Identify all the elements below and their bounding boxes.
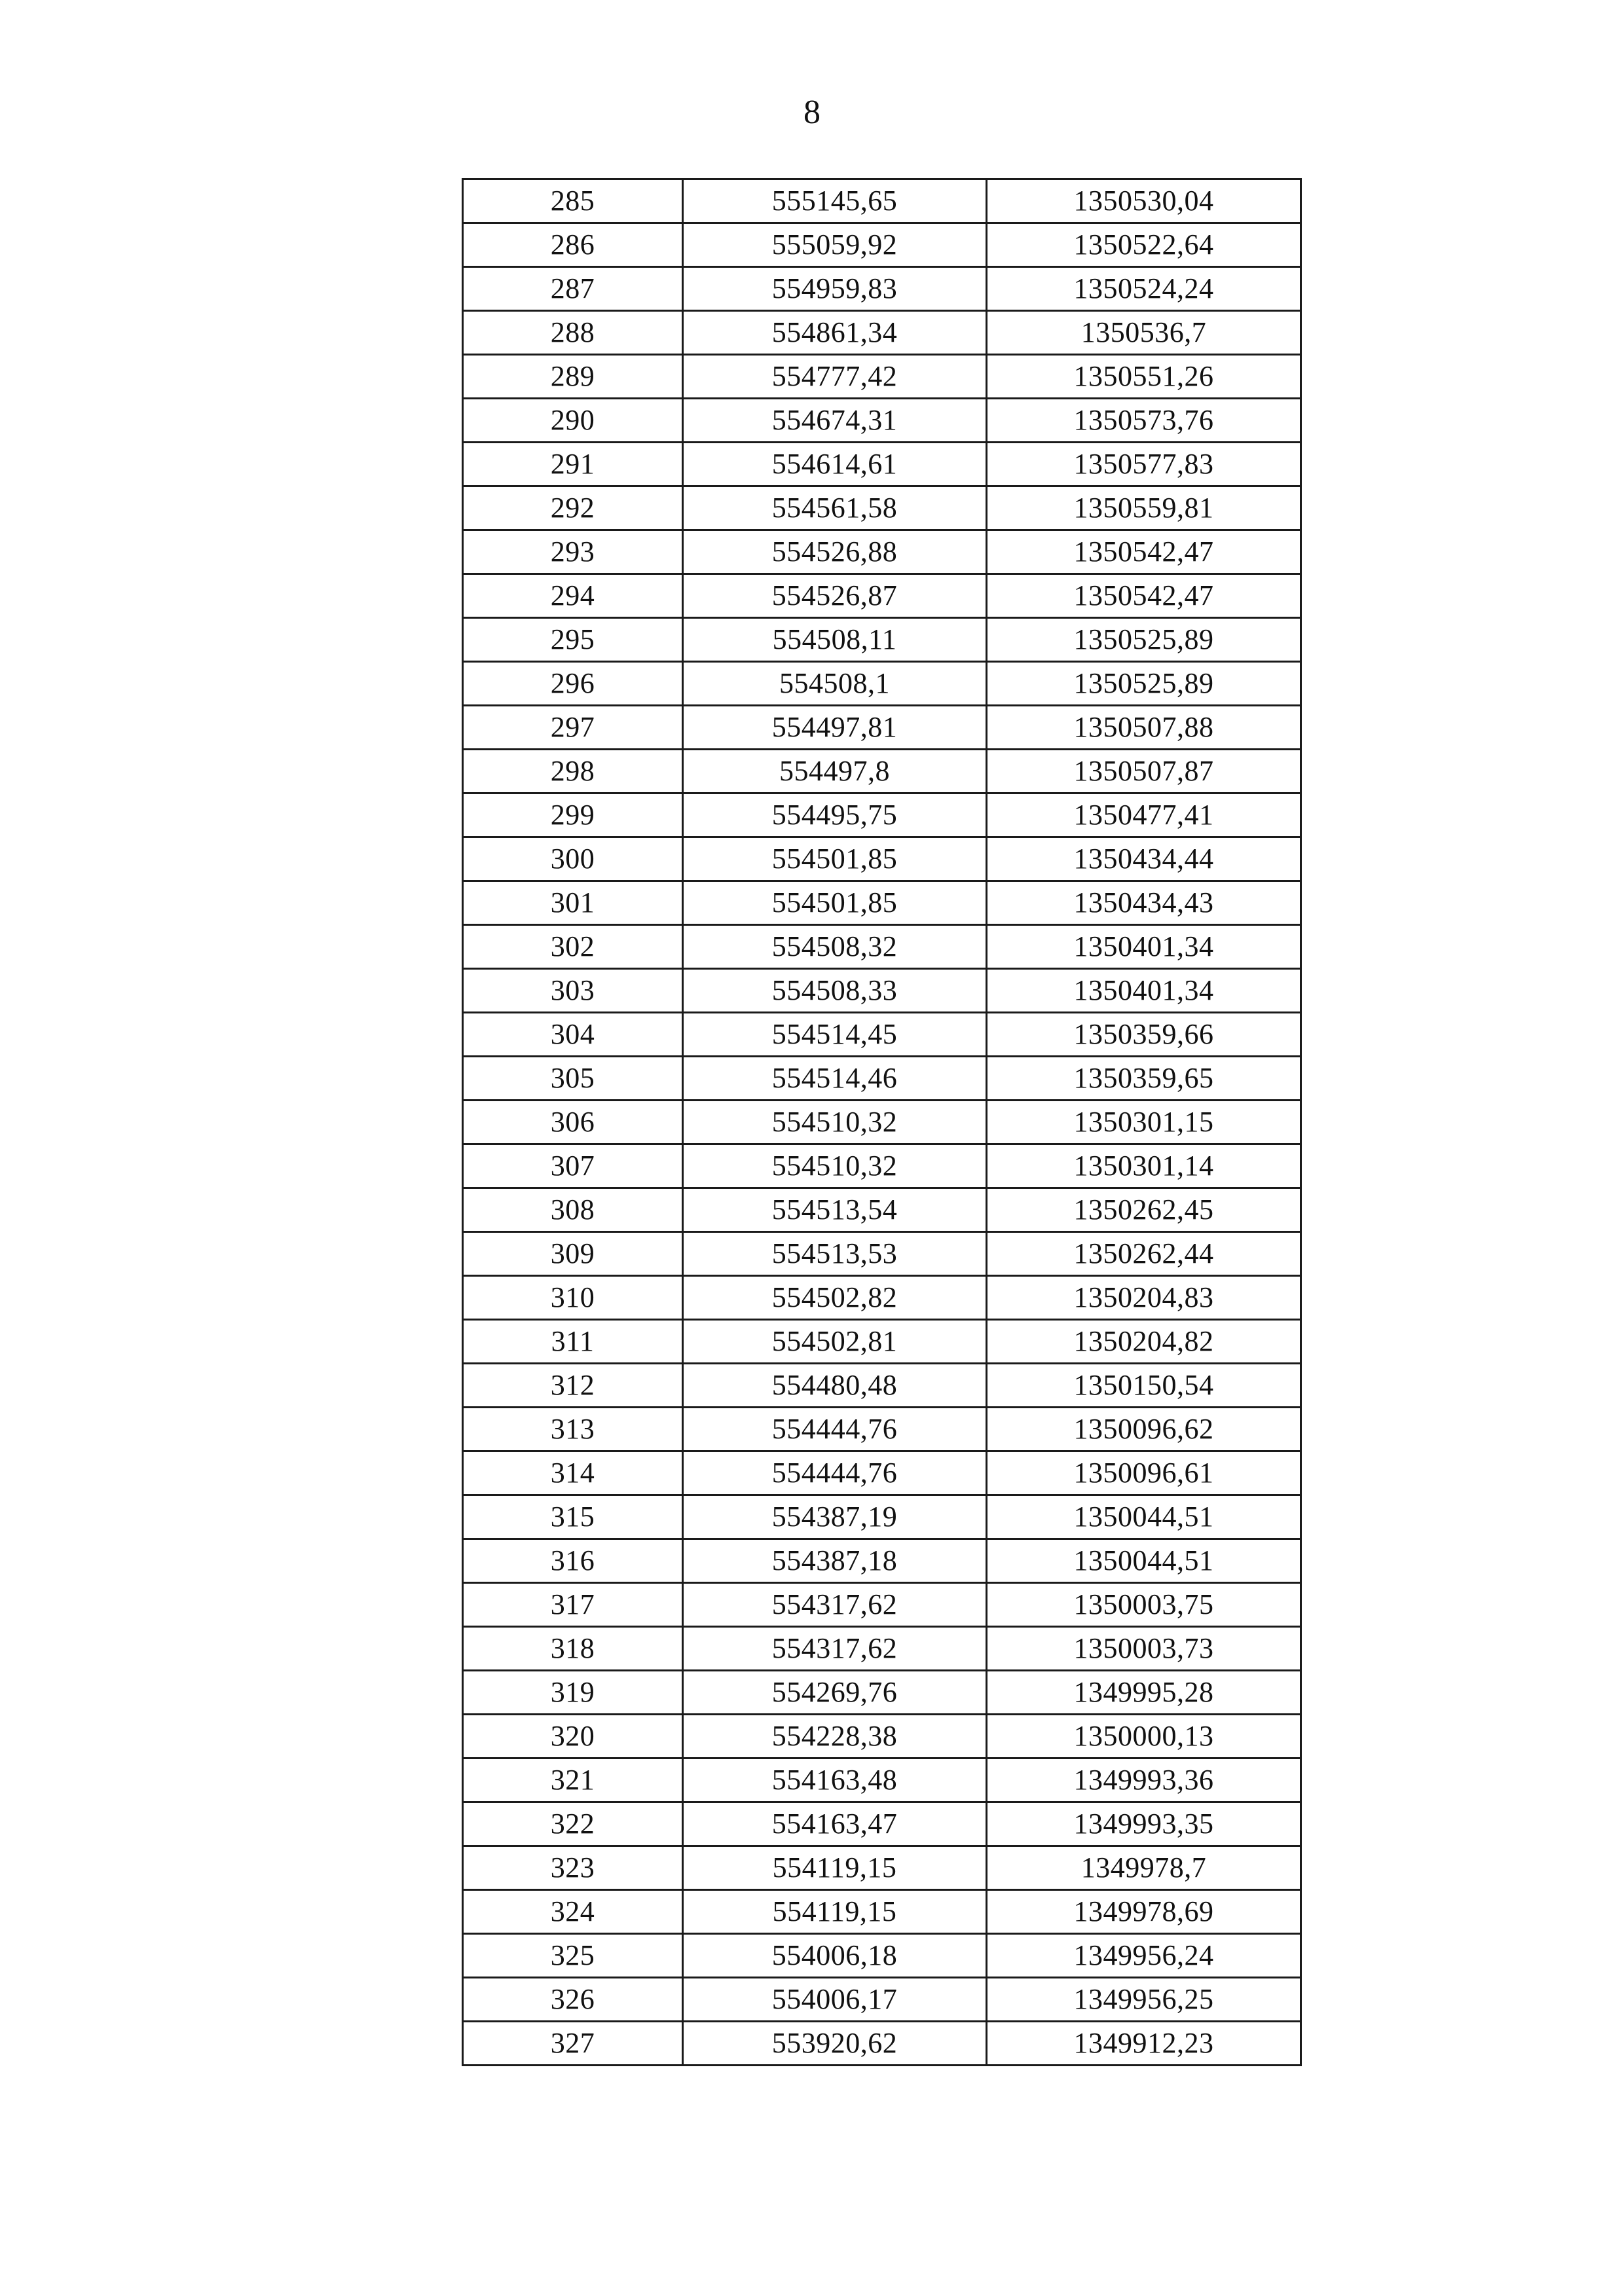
point-number-cell: 307 xyxy=(463,1144,683,1188)
point-number-cell: 288 xyxy=(463,311,683,355)
x-coordinate-cell: 554501,85 xyxy=(683,837,987,881)
x-coordinate-cell: 554497,81 xyxy=(683,706,987,750)
point-number-cell: 309 xyxy=(463,1232,683,1276)
y-coordinate-cell: 1350150,54 xyxy=(987,1364,1301,1408)
y-coordinate-cell: 1350477,41 xyxy=(987,793,1301,837)
table-row xyxy=(463,311,1301,355)
x-coordinate-cell: 554444,76 xyxy=(683,1408,987,1451)
coordinates-table xyxy=(462,178,1302,2066)
table-row xyxy=(463,1188,1301,1232)
x-coordinate-cell: 554561,58 xyxy=(683,486,987,530)
table-row xyxy=(463,267,1301,311)
y-coordinate-cell: 1349912,23 xyxy=(987,2022,1301,2066)
y-coordinate-cell: 1349993,35 xyxy=(987,1802,1301,1846)
table-row xyxy=(463,2022,1301,2066)
y-coordinate-cell: 1350551,26 xyxy=(987,355,1301,399)
point-number-cell: 287 xyxy=(463,267,683,311)
y-coordinate-cell: 1350507,88 xyxy=(987,706,1301,750)
y-coordinate-cell: 1350542,47 xyxy=(987,574,1301,618)
x-coordinate-cell: 554514,45 xyxy=(683,1013,987,1057)
table-row xyxy=(463,530,1301,574)
x-coordinate-cell: 554119,15 xyxy=(683,1890,987,1934)
point-number-cell: 289 xyxy=(463,355,683,399)
y-coordinate-cell: 1349978,7 xyxy=(987,1846,1301,1890)
point-number-cell: 293 xyxy=(463,530,683,574)
y-coordinate-cell: 1349956,24 xyxy=(987,1934,1301,1978)
point-number-cell: 310 xyxy=(463,1276,683,1320)
x-coordinate-cell: 554514,46 xyxy=(683,1057,987,1101)
y-coordinate-cell: 1349993,36 xyxy=(987,1758,1301,1802)
table-row xyxy=(463,925,1301,969)
y-coordinate-cell: 1350536,7 xyxy=(987,311,1301,355)
x-coordinate-cell: 554510,32 xyxy=(683,1101,987,1144)
point-number-cell: 306 xyxy=(463,1101,683,1144)
y-coordinate-cell: 1350577,83 xyxy=(987,443,1301,486)
point-number-cell: 304 xyxy=(463,1013,683,1057)
point-number-cell: 323 xyxy=(463,1846,683,1890)
table-row xyxy=(463,1495,1301,1539)
table-row xyxy=(463,1408,1301,1451)
table-row xyxy=(463,618,1301,662)
table-row xyxy=(463,574,1301,618)
x-coordinate-cell: 554444,76 xyxy=(683,1451,987,1495)
x-coordinate-cell: 554163,48 xyxy=(683,1758,987,1802)
table-row xyxy=(463,1451,1301,1495)
table-row xyxy=(463,706,1301,750)
coordinates-table-body xyxy=(463,179,1301,2066)
y-coordinate-cell: 1350530,04 xyxy=(987,179,1301,223)
y-coordinate-cell: 1350401,34 xyxy=(987,925,1301,969)
table-row xyxy=(463,1057,1301,1101)
x-coordinate-cell: 554495,75 xyxy=(683,793,987,837)
point-number-cell: 325 xyxy=(463,1934,683,1978)
x-coordinate-cell: 554513,53 xyxy=(683,1232,987,1276)
table-row xyxy=(463,355,1301,399)
point-number-cell: 294 xyxy=(463,574,683,618)
page-number: 8 xyxy=(803,94,821,131)
table-row xyxy=(463,1846,1301,1890)
table-row xyxy=(463,1144,1301,1188)
table-row xyxy=(463,1934,1301,1978)
point-number-cell: 303 xyxy=(463,969,683,1013)
y-coordinate-cell: 1350096,61 xyxy=(987,1451,1301,1495)
x-coordinate-cell: 554501,85 xyxy=(683,881,987,925)
point-number-cell: 285 xyxy=(463,179,683,223)
y-coordinate-cell: 1349956,25 xyxy=(987,1978,1301,2022)
point-number-cell: 311 xyxy=(463,1320,683,1364)
x-coordinate-cell: 554510,32 xyxy=(683,1144,987,1188)
point-number-cell: 299 xyxy=(463,793,683,837)
y-coordinate-cell: 1350522,64 xyxy=(987,223,1301,267)
x-coordinate-cell: 555059,92 xyxy=(683,223,987,267)
table-row xyxy=(463,1890,1301,1934)
point-number-cell: 319 xyxy=(463,1671,683,1715)
y-coordinate-cell: 1349978,69 xyxy=(987,1890,1301,1934)
x-coordinate-cell: 554508,33 xyxy=(683,969,987,1013)
point-number-cell: 298 xyxy=(463,750,683,793)
x-coordinate-cell: 554119,15 xyxy=(683,1846,987,1890)
x-coordinate-cell: 554163,47 xyxy=(683,1802,987,1846)
point-number-cell: 326 xyxy=(463,1978,683,2022)
table-row xyxy=(463,179,1301,223)
table-row xyxy=(463,1539,1301,1583)
point-number-cell: 291 xyxy=(463,443,683,486)
y-coordinate-cell: 1350044,51 xyxy=(987,1495,1301,1539)
table-row xyxy=(463,881,1301,925)
table-row xyxy=(463,1232,1301,1276)
point-number-cell: 321 xyxy=(463,1758,683,1802)
point-number-cell: 290 xyxy=(463,399,683,443)
table-row xyxy=(463,1802,1301,1846)
table-row xyxy=(463,837,1301,881)
y-coordinate-cell: 1350434,44 xyxy=(987,837,1301,881)
point-number-cell: 308 xyxy=(463,1188,683,1232)
table-row xyxy=(463,1758,1301,1802)
point-number-cell: 318 xyxy=(463,1627,683,1671)
y-coordinate-cell: 1350262,45 xyxy=(987,1188,1301,1232)
table-row xyxy=(463,443,1301,486)
x-coordinate-cell: 554508,11 xyxy=(683,618,987,662)
x-coordinate-cell: 554508,1 xyxy=(683,662,987,706)
y-coordinate-cell: 1350434,43 xyxy=(987,881,1301,925)
x-coordinate-cell: 554497,8 xyxy=(683,750,987,793)
x-coordinate-cell: 554959,83 xyxy=(683,267,987,311)
point-number-cell: 317 xyxy=(463,1583,683,1627)
x-coordinate-cell: 554502,81 xyxy=(683,1320,987,1364)
x-coordinate-cell: 553920,62 xyxy=(683,2022,987,2066)
y-coordinate-cell: 1350573,76 xyxy=(987,399,1301,443)
x-coordinate-cell: 554674,31 xyxy=(683,399,987,443)
y-coordinate-cell: 1350524,24 xyxy=(987,267,1301,311)
y-coordinate-cell: 1350204,83 xyxy=(987,1276,1301,1320)
x-coordinate-cell: 554006,17 xyxy=(683,1978,987,2022)
y-coordinate-cell: 1350359,66 xyxy=(987,1013,1301,1057)
table-row xyxy=(463,1715,1301,1758)
x-coordinate-cell: 554387,18 xyxy=(683,1539,987,1583)
table-row xyxy=(463,662,1301,706)
y-coordinate-cell: 1350401,34 xyxy=(987,969,1301,1013)
table-row xyxy=(463,1101,1301,1144)
point-number-cell: 316 xyxy=(463,1539,683,1583)
point-number-cell: 295 xyxy=(463,618,683,662)
table-row xyxy=(463,1276,1301,1320)
x-coordinate-cell: 554526,88 xyxy=(683,530,987,574)
point-number-cell: 292 xyxy=(463,486,683,530)
point-number-cell: 302 xyxy=(463,925,683,969)
y-coordinate-cell: 1350044,51 xyxy=(987,1539,1301,1583)
x-coordinate-cell: 554269,76 xyxy=(683,1671,987,1715)
x-coordinate-cell: 554480,48 xyxy=(683,1364,987,1408)
y-coordinate-cell: 1350359,65 xyxy=(987,1057,1301,1101)
x-coordinate-cell: 554228,38 xyxy=(683,1715,987,1758)
point-number-cell: 315 xyxy=(463,1495,683,1539)
y-coordinate-cell: 1349995,28 xyxy=(987,1671,1301,1715)
x-coordinate-cell: 554777,42 xyxy=(683,355,987,399)
y-coordinate-cell: 1350525,89 xyxy=(987,662,1301,706)
x-coordinate-cell: 554317,62 xyxy=(683,1627,987,1671)
table-row xyxy=(463,399,1301,443)
y-coordinate-cell: 1350301,15 xyxy=(987,1101,1301,1144)
point-number-cell: 297 xyxy=(463,706,683,750)
table-row xyxy=(463,793,1301,837)
x-coordinate-cell: 554614,61 xyxy=(683,443,987,486)
point-number-cell: 312 xyxy=(463,1364,683,1408)
x-coordinate-cell: 554513,54 xyxy=(683,1188,987,1232)
point-number-cell: 320 xyxy=(463,1715,683,1758)
y-coordinate-cell: 1350559,81 xyxy=(987,486,1301,530)
y-coordinate-cell: 1350525,89 xyxy=(987,618,1301,662)
table-row xyxy=(463,486,1301,530)
y-coordinate-cell: 1350507,87 xyxy=(987,750,1301,793)
x-coordinate-cell: 554526,87 xyxy=(683,574,987,618)
y-coordinate-cell: 1350000,13 xyxy=(987,1715,1301,1758)
point-number-cell: 301 xyxy=(463,881,683,925)
y-coordinate-cell: 1350262,44 xyxy=(987,1232,1301,1276)
point-number-cell: 313 xyxy=(463,1408,683,1451)
x-coordinate-cell: 554317,62 xyxy=(683,1583,987,1627)
y-coordinate-cell: 1350301,14 xyxy=(987,1144,1301,1188)
point-number-cell: 286 xyxy=(463,223,683,267)
point-number-cell: 296 xyxy=(463,662,683,706)
point-number-cell: 322 xyxy=(463,1802,683,1846)
x-coordinate-cell: 554502,82 xyxy=(683,1276,987,1320)
table-row xyxy=(463,750,1301,793)
x-coordinate-cell: 554861,34 xyxy=(683,311,987,355)
x-coordinate-cell: 555145,65 xyxy=(683,179,987,223)
x-coordinate-cell: 554387,19 xyxy=(683,1495,987,1539)
point-number-cell: 300 xyxy=(463,837,683,881)
y-coordinate-cell: 1350003,73 xyxy=(987,1627,1301,1671)
table-row xyxy=(463,1583,1301,1627)
table-row xyxy=(463,223,1301,267)
y-coordinate-cell: 1350003,75 xyxy=(987,1583,1301,1627)
table-row xyxy=(463,1320,1301,1364)
table-row xyxy=(463,1013,1301,1057)
point-number-cell: 324 xyxy=(463,1890,683,1934)
table-row xyxy=(463,969,1301,1013)
table-row xyxy=(463,1364,1301,1408)
table-row xyxy=(463,1627,1301,1671)
table-row xyxy=(463,1671,1301,1715)
y-coordinate-cell: 1350204,82 xyxy=(987,1320,1301,1364)
point-number-cell: 305 xyxy=(463,1057,683,1101)
point-number-cell: 327 xyxy=(463,2022,683,2066)
table-row xyxy=(463,1978,1301,2022)
y-coordinate-cell: 1350542,47 xyxy=(987,530,1301,574)
y-coordinate-cell: 1350096,62 xyxy=(987,1408,1301,1451)
point-number-cell: 314 xyxy=(463,1451,683,1495)
x-coordinate-cell: 554508,32 xyxy=(683,925,987,969)
x-coordinate-cell: 554006,18 xyxy=(683,1934,987,1978)
